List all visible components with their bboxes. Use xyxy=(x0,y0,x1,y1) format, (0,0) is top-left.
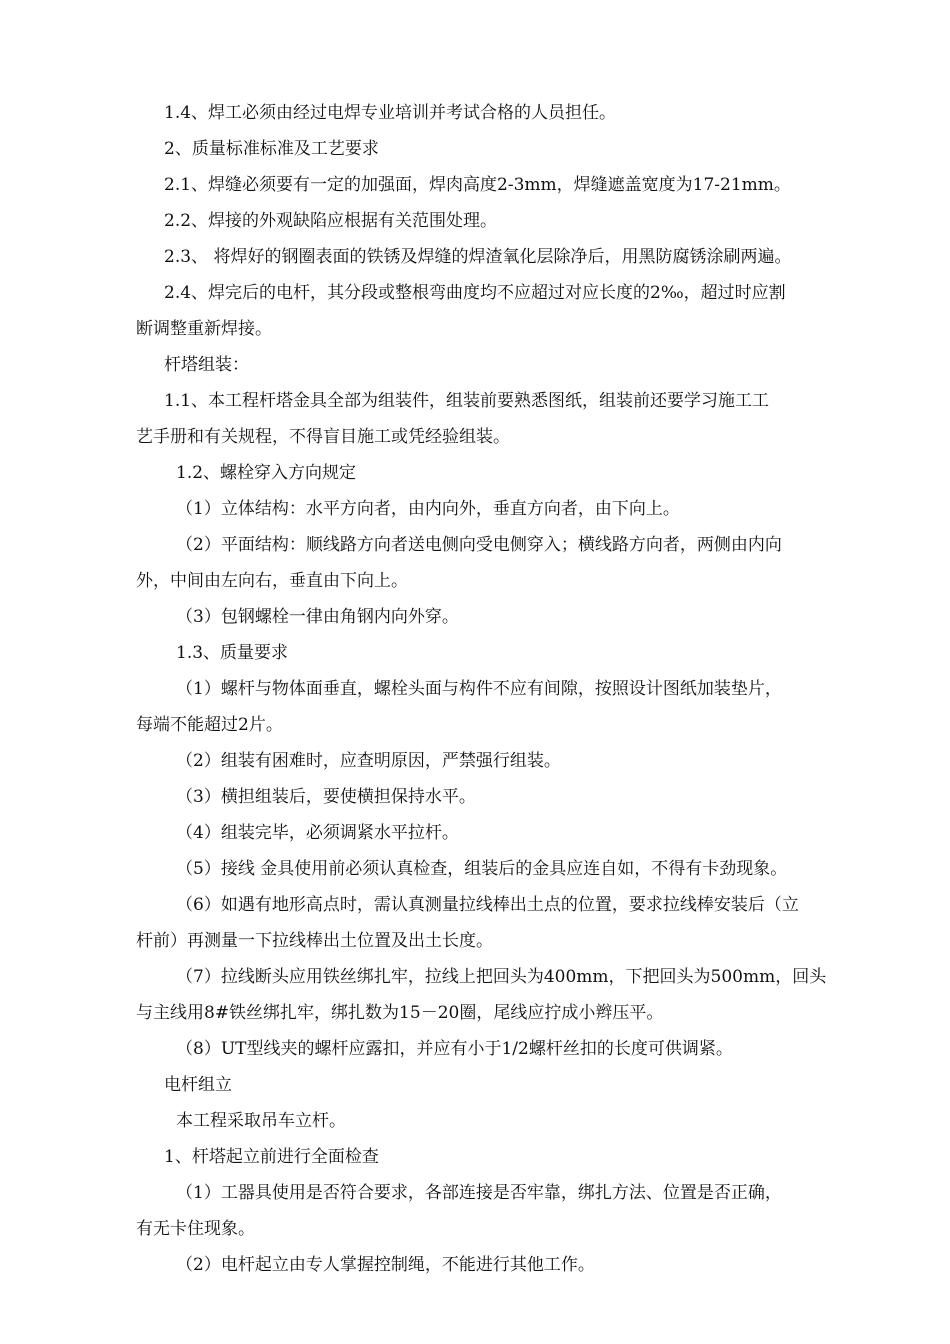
quality-item-1-line-2: 每端不能超过2片。 xyxy=(136,715,283,735)
quality-item-6-line-1: （6）如遇有地形高点时，需认真测量拉线棒出土点的位置，要求拉线棒安装后（立 xyxy=(176,895,799,915)
heading-tower-assembly: 杆塔组装： xyxy=(164,355,249,375)
paragraph-1-1-assembly-line-2: 艺手册和有关规程，不得盲目施工或凭经验组装。 xyxy=(136,427,510,447)
heading-quality-standards: 2、质量标准标准及工艺要求 xyxy=(164,139,379,159)
paragraph-2-4-bending-line-1: 2.4、焊完后的电杆，其分段或整根弯曲度均不应超过对应长度的2‰，超过时应割 xyxy=(164,283,786,303)
paragraph-crane-erection: 本工程采取吊车立杆。 xyxy=(176,1111,346,1131)
heading-pole-erection: 电杆组立 xyxy=(164,1075,232,1095)
quality-item-2: （2）组装有困难时，应查明原因，严禁强行组装。 xyxy=(176,751,561,771)
quality-item-4: （4）组装完毕，必须调紧水平拉杆。 xyxy=(176,823,459,843)
paragraph-1-1-assembly-line-1: 1.1、本工程杆塔金具全部为组装件，组装前要熟悉图纸，组装前还要学习施工工 xyxy=(164,391,770,411)
check-item-1-line-1: （1）工器具使用是否符合要求，各部连接是否牢靠，绑扎方法、位置是否正确， xyxy=(176,1183,782,1203)
check-item-1-line-2: 有无卡住现象。 xyxy=(136,1219,255,1239)
paragraph-1-2-bolt-direction: 1.2、螺栓穿入方向规定 xyxy=(176,463,357,483)
document-body xyxy=(136,95,862,1283)
paragraph-1-pre-erection-check: 1、杆塔起立前进行全面检查 xyxy=(164,1147,379,1167)
paragraph-1-3-quality-requirements: 1.3、质量要求 xyxy=(176,643,289,663)
item-1-solid-structure: （1）立体结构：水平方向者，由内向外，垂直方向者，由下向上。 xyxy=(176,499,680,519)
quality-item-8: （8）UT型线夹的螺杆应露扣，并应有小于1/2螺杆丝扣的长度可供调紧。 xyxy=(176,1039,733,1059)
quality-item-7-line-1: （7）拉线断头应用铁丝绑扎牢，拉线上把回头为400mm，下把回头为500mm，回头 xyxy=(176,967,827,987)
paragraph-2-3-rust-removal: 2.3、 将焊好的钢圈表面的铁锈及焊缝的焊渣氧化层除净后，用黑防腐锈涂刷两遍。 xyxy=(164,247,792,267)
quality-item-5: （5）接线 金具使用前必须认真检查，组装后的金具应连自如，不得有卡劲现象。 xyxy=(176,859,788,879)
paragraph-2-2-weld-defects: 2.2、焊接的外观缺陷应根据有关范围处理。 xyxy=(164,211,498,231)
paragraph-2-4-bending-line-2: 断调整重新焊接。 xyxy=(136,319,272,339)
paragraph-2-1-weld-reinforcement: 2.1、焊缝必须要有一定的加强面，焊肉高度2-3mm，焊缝遮盖宽度为17-21mm。 xyxy=(164,175,791,195)
quality-item-1-line-1: （1）螺杆与物体面垂直，螺栓头面与构件不应有间隙，按照设计图纸加装垫片， xyxy=(176,679,782,699)
item-2-plane-structure-line-2: 外，中间由左向右，垂直由下向上。 xyxy=(136,571,408,591)
item-2-plane-structure-line-1: （2）平面结构：顺线路方向者送电侧向受电侧穿入；横线路方向者，两侧由内向 xyxy=(176,535,782,555)
quality-item-7-line-2: 与主线用8#铁丝绑扎牢，绑扎数为15－20圈，尾线应拧成小辫压平。 xyxy=(136,1003,664,1023)
quality-item-3: （3）横担组装后，要使横担保持水平。 xyxy=(176,787,476,807)
check-item-2: （2）电杆起立由专人掌握控制绳，不能进行其他工作。 xyxy=(176,1255,595,1275)
item-3-steel-bolts: （3）包钢螺栓一律由角钢内向外穿。 xyxy=(176,607,459,627)
quality-item-6-line-2: 杆前）再测量一下拉线棒出土位置及出土长度。 xyxy=(136,931,493,951)
paragraph-1-4-welder-qualification: 1.4、焊工必须由经过电焊专业培训并考试合格的人员担任。 xyxy=(164,103,617,123)
